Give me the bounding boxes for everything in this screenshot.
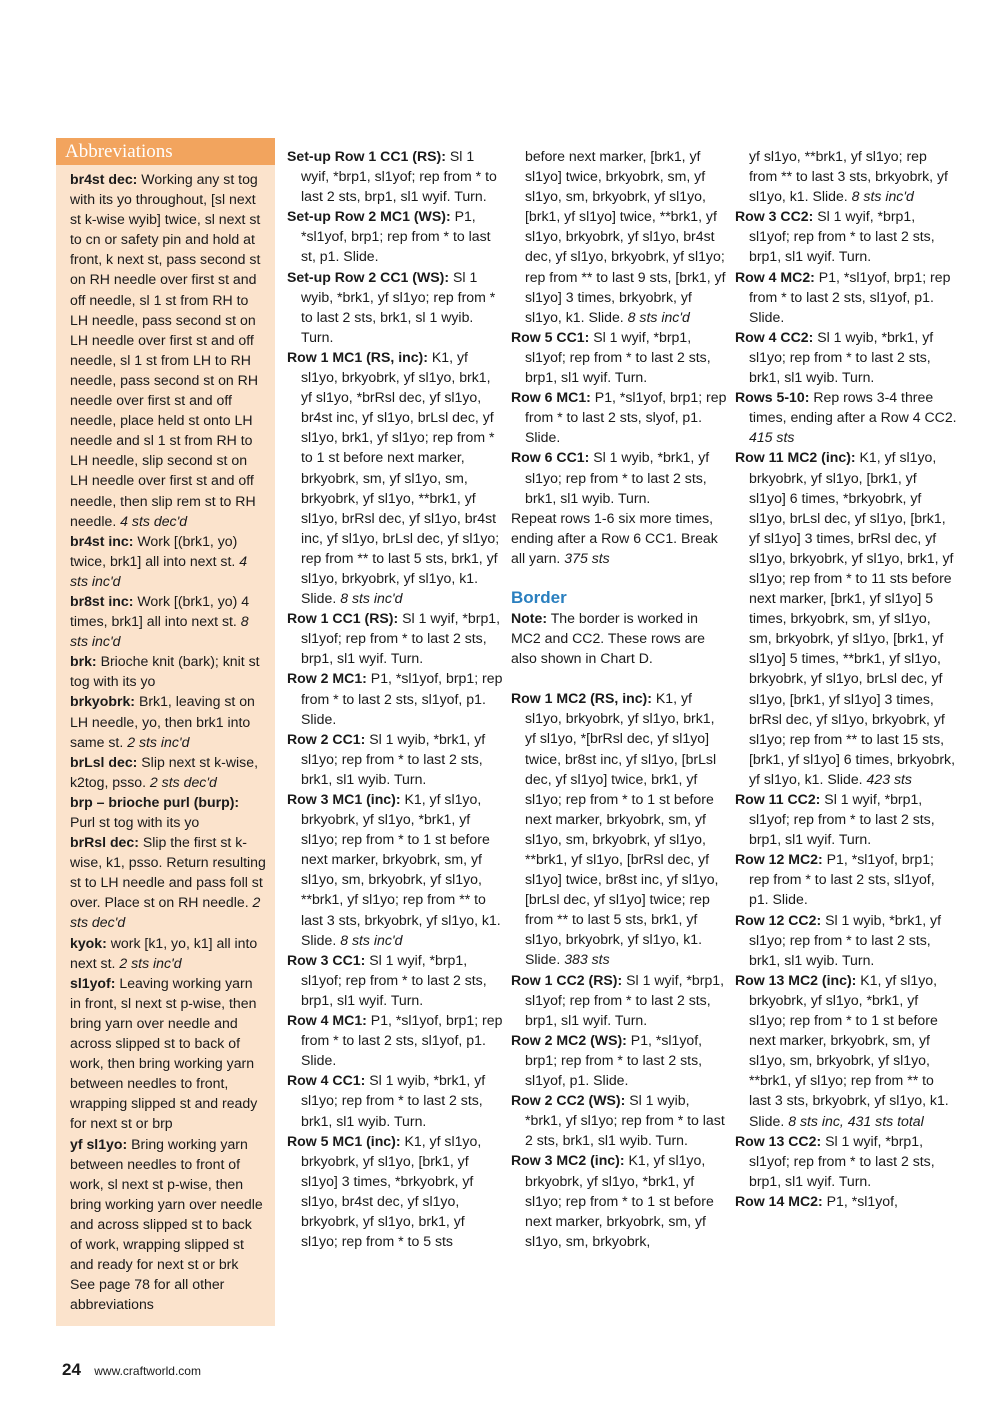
pattern-row: Row 14 MC2: P1, *sl1yof, — [735, 1192, 898, 1209]
abbreviations-list — [56, 165, 275, 1314]
pattern-row: Row 2 MC2 (WS): P1, *sl1yof, brp1; rep from * to last 2 sts, sl1yof, p1. Slide. — [511, 1031, 703, 1089]
repeat-instruction: Repeat rows 1-6 six more times, ending after a Row 6 CC1. Break all yarn. 375 sts — [511, 509, 718, 566]
pattern-row: Row 6 MC1: P1, *sl1yof, brp1; rep from * to last 2 sts, slyof, p1. Slide. — [511, 389, 727, 446]
border-note: Note: The border is worked in MC2 and CC2. These rows are also shown in Chart D. — [511, 609, 706, 667]
website-link[interactable]: www.craftworld.com — [94, 1364, 201, 1378]
pattern-row: Row 3 MC2 (inc): K1, yf sl1yo, brkyobrk, yf sl1yo, *brk1, yf sl1yo; rep from * to 1 st before next marker, brkyobrk, sm, yf sl1yo, sm, brkyobrk, — [511, 1152, 714, 1249]
pattern-row: Set-up Row 2 CC1 (WS): Sl 1 wyib, *brk1, yf sl1yo; rep from * to last 2 sts, brk1, sl 1 wyib. Turn. — [287, 268, 496, 345]
pattern-row: Row 11 MC2 (inc): K1, yf sl1yo, brkyobrk, yf sl1yo, [brk1, yf sl1yo] 6 times, *brkyobrk, yf sl1yo, brLsl dec, yf sl1yo, [brk1, yf sl1yo] 3 times, brRsl dec, yf sl1yo, brkyobrk, yf sl1yo, brk1, yf sl1yo; rep from * to 11 sts before next marker, [brk1, yf sl1yo] 5 times, brkyobrk, sm, yf sl1yo, sm, brkyobrk, yf sl1yo, [brk1, yf sl1yo] 5 times, **brk1, yf sl1yo, brkyobrk, yf sl1yo, brLsl dec, yf sl1yo, [brk1, yf sl1yo] 3 times, brRsl dec, yf sl1yo, brkyobrk, yf sl1yo; rep from ** to last 15 sts, [brk1, yf sl1yo] 6 times, brkyobrk, yf sl1yo, k1. Slide. 423 sts — [735, 449, 955, 787]
pattern-row: Row 4 CC1: Sl 1 wyib, *brk1, yf sl1yo; rep from * to last 2 sts, brk1, sl1 wyib. Turn. — [287, 1072, 486, 1129]
abbreviation-item: brp – brioche purl (burp): Purl st tog with its yo — [70, 793, 240, 830]
abbreviation-item: kyok: work [k1, yo, k1] all into next st. 2 sts inc'd — [70, 934, 258, 971]
pattern-row: Row 12 CC2: Sl 1 wyib, *brk1, yf sl1yo; rep from * to last 2 sts, brk1, sl1 wyib. Turn. — [735, 911, 942, 968]
pattern-row: Row 11 CC2: Sl 1 wyif, *brp1, sl1yof; rep from * to last 2 sts, brp1, sl1 wyif. Turn. — [735, 791, 935, 848]
instructions-column-1 — [287, 146, 503, 1251]
abbreviation-item: brRsl dec: Slip the first st k-wise, k1, psso. Return resulting st to LH needle and pass foll st over. Place st on RH needle. 2 sts dec'd — [70, 834, 266, 931]
instructions-column-3 — [735, 146, 957, 1211]
abbreviation-item: br4st dec: Working any st tog with its yo throughout, [sl next st k-wise wyib] twice, sl next st to cn or safety pin and hold at front, k next st, pass second st on RH needle over first st and off needle, sl 1 st from RH to LH needle, pass second st on LH needle over first st and off needle, sl 1 st from LH to RH needle, pass second st on RH needle over first st and off needle, place held st onto LH needle and sl 1 st from RH to LH needle, slip second st on LH needle over first st and off needle, then slip rem st to RH needle. 4 sts dec'd — [70, 171, 261, 529]
pattern-row: Row 5 MC1 (inc): K1, yf sl1yo, brkyobrk, yf sl1yo, [brk1, yf sl1yo] 3 times, *brkyobrk, yf sl1yo, br4st dec, yf sl1yo, brkyobrk, yf sl1yo, brk1, yf sl1yo; rep from * to 5 sts — [287, 1132, 482, 1250]
pattern-row: Rows 5-10: Rep rows 3-4 three times, ending after a Row 4 CC2. 415 sts — [735, 389, 957, 446]
pattern-row: Row 3 CC1: Sl 1 wyif, *brp1, sl1yof; rep from * to last 2 sts, brp1, sl1 wyif. Turn. — [287, 951, 487, 1008]
pattern-row-continued: before next marker, [brk1, yf sl1yo] twice, brkyobrk, sm, yf sl1yo, sm, brkyobrk, yf sl1yo, [brk1, yf sl1yo] twice, **brk1, yf sl1yo, brkyobrk, yf sl1yo, br4st dec, yf sl1yo, brkyobrk, yf sl1yo; rep from ** to last 9 sts, [brk1, yf sl1yo] 3 times, brkyobrk, yf sl1yo, k1. Slide. 8 sts inc'd — [525, 148, 726, 325]
pattern-row: Row 3 CC2: Sl 1 wyif, *brp1, sl1yof; rep from * to last 2 sts, brp1, sl1 wyif. Turn. — [735, 208, 935, 265]
page-number: 24 — [62, 1360, 81, 1379]
pattern-row: Row 3 MC1 (inc): K1, yf sl1yo, brkyobrk, yf sl1yo, *brk1, yf sl1yo; rep from * to 1 st before next marker, brkyobrk, sm, yf sl1yo, sm, brkyobrk, yf sl1yo, **brk1, yf sl1yo; rep from ** to last 3 sts, brkyobrk, yf sl1yo, k1. Slide. 8 sts inc'd — [287, 791, 501, 948]
abbreviation-item: br8st inc: Work [(brk1, yo) 4 times, brk1] all into next st. 8 sts inc'd — [70, 592, 250, 650]
abbreviation-item: br4st inc: Work [(brk1, yo) twice, brk1] all into next st. 4 sts inc'd — [70, 532, 248, 589]
pattern-row: Row 13 MC2 (inc): K1, yf sl1yo, brkyobrk, yf sl1yo, *brk1, yf sl1yo; rep from * to 1 st before next marker, brkyobrk, sm, yf sl1yo, sm, brkyobrk, yf sl1yo, **brk1, yf sl1yo; rep from ** to last 3 sts, brkyobrk, yf sl1yo, k1. Slide. 8 sts inc, 431 sts total — [735, 971, 949, 1129]
pattern-row: Row 12 MC2: P1, *sl1yof, brp1; rep from * to last 2 sts, sl1yof, p1. Slide. — [735, 851, 935, 908]
pattern-row: Row 1 MC1 (RS, inc): K1, yf sl1yo, brkyobrk, yf sl1yo, brk1, yf sl1yo, *brRsl dec, yf sl1yo, br4st inc, yf sl1yo, brLsl dec, yf sl1yo, brk1, yf sl1yo; rep from * to 1 st before next marker, brkyobrk, sm, yf sl1yo, sm, brkyobrk, yf sl1yo, **brk1, yf sl1yo, brRsl dec, yf sl1yo, br4st inc, yf sl1yo, brLsl dec, yf sl1yo; rep from ** to last 5 sts, brk1, yf sl1yo, brkyobrk, yf sl1yo, k1. Slide. 8 sts inc'd — [287, 348, 500, 607]
abbreviation-item: brLsl dec: Slip next st k-wise, k2tog, psso. 2 sts dec'd — [70, 753, 258, 790]
abbreviation-item: brkyobrk: Brk1, leaving st on LH needle, yo, then brk1 into same st. 2 sts inc'd — [70, 693, 255, 750]
page-footer — [62, 1360, 201, 1380]
pattern-row: Row 1 CC1 (RS): Sl 1 wyif, *brp1, sl1yof; rep from * to last 2 sts, brp1, sl1 wyif. Turn. — [287, 610, 501, 667]
pattern-row: Row 2 MC1: P1, *sl1yof, brp1; rep from * to last 2 sts, sl1yof, p1. Slide. — [287, 670, 503, 727]
abbreviation-item: sl1yof: Leaving working yarn in front, sl next st p-wise, then bring yarn over needle and across slipped st to back of work, then bring working yarn between needles to front, wrapping slipped st and ready for next st or brp — [70, 974, 258, 1132]
abbreviation-item: yf sl1yo: Bring working yarn between needles to front of work, sl next st p-wise, then bring working yarn over needle and across slipped st to back of work, wrapping slipped st and ready for next st or brk — [70, 1135, 263, 1273]
pattern-row: Row 1 CC2 (RS): Sl 1 wyif, *brp1, sl1yof; rep from * to last 2 sts, brp1, sl1 wyif. Turn. — [511, 971, 725, 1028]
abbreviations-title: Abbreviations — [56, 138, 275, 165]
pattern-row: Row 4 MC2: P1, *sl1yof, brp1; rep from * to last 2 sts, sl1yof, p1. Slide. — [735, 268, 951, 325]
border-heading: Border — [511, 587, 567, 607]
pattern-row: Row 2 CC2 (WS): Sl 1 wyib, *brk1, yf sl1yo; rep from * to last 2 sts, brk1, sl1 wyib. Turn. — [511, 1092, 725, 1149]
pattern-row: Set-up Row 2 MC1 (WS): P1, *sl1yof, brp1; rep from * to last st, p1. Slide. — [287, 208, 491, 265]
pattern-row-continued: yf sl1yo, **brk1, yf sl1yo; rep from ** to last 3 sts, brkyobrk, yf sl1yo, k1. Slide. 8 sts inc'd — [749, 148, 948, 205]
pattern-row: Row 4 MC1: P1, *sl1yof, brp1; rep from * to last 2 sts, sl1yof, p1. Slide. — [287, 1012, 503, 1069]
pattern-row: Row 1 MC2 (RS, inc): K1, yf sl1yo, brkyobrk, yf sl1yo, brk1, yf sl1yo, *[brRsl dec, yf sl1yo] twice, br8st inc, yf sl1yo, [brLsl dec, yf sl1yo] twice, brk1, yf sl1yo; rep from * to 1 st before next marker, brkyobrk, sm, yf sl1yo, sm, brkyobrk, yf sl1yo, **brk1, yf sl1yo, [brRsl dec, yf sl1yo] twice, br8st inc, yf sl1yo, [brLsl dec, yf sl1yo] twice; rep from ** to last 5 sts, brk1, yf sl1yo, brkyobrk, yf sl1yo, k1. Slide. 383 sts — [511, 690, 719, 968]
pattern-row: Row 4 CC2: Sl 1 wyib, *brk1, yf sl1yo; rep from * to last 2 sts, brk1, sl1 wyib. Turn. — [735, 328, 934, 386]
abbreviation-item: brk: Brioche knit (bark); knit st tog with its yo — [70, 653, 260, 690]
pattern-row: Set-up Row 1 CC1 (RS): Sl 1 wyif, *brp1, sl1yof; rep from * to last 2 sts, brp1, sl1 wyif. Turn. — [287, 148, 497, 205]
pattern-row: Row 5 CC1: Sl 1 wyif, *brp1, sl1yof; rep from * to last 2 sts, brp1, sl1 wyif. Turn. — [511, 328, 711, 386]
pattern-row: Row 13 CC2: Sl 1 wyif, *brp1, sl1yof; rep from * to last 2 sts, brp1, sl1 wyif. Turn. — [735, 1132, 935, 1189]
abbreviations-footnote: See page 78 for all other abbreviations — [70, 1276, 225, 1313]
abbreviations-panel — [56, 138, 275, 1326]
pattern-row: Row 2 CC1: Sl 1 wyib, *brk1, yf sl1yo; rep from * to last 2 sts, brk1, sl1 wyib. Turn. — [287, 730, 486, 787]
pattern-row: Row 6 CC1: Sl 1 wyib, *brk1, yf sl1yo; rep from * to last 2 sts, brk1, sl1 wyib. Turn. — [511, 449, 710, 506]
instructions-column-2 — [511, 146, 729, 1251]
